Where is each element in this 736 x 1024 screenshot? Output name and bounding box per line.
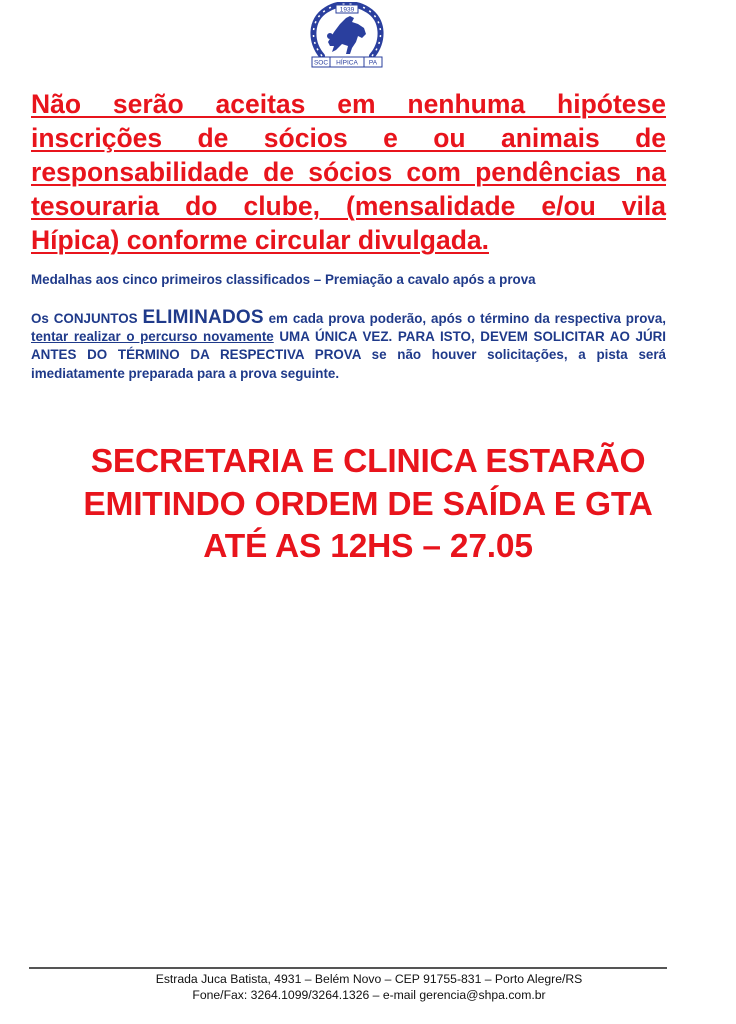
footer-contact: Fone/Fax: 3264.1099/3264.1326 – e-mail gerencia@shpa.com.br	[192, 988, 546, 1002]
logo-year: 1939	[339, 6, 355, 14]
medals-info: Medalhas aos cinco primeiros classificados – Premiação a cavalo após a prova	[31, 272, 536, 287]
svg-text:SOC: SOC	[313, 59, 329, 67]
eliminated-highlight: ELIMINADOS	[142, 307, 264, 328]
footer	[29, 971, 709, 1003]
svg-text:HÍPICA: HÍPICA	[336, 59, 358, 67]
eliminated-rule: Os CONJUNTOS ELIMINADOS em cada prova poderão, após o término da respectiva prova, tentar realizar o percurso novamente UMA ÚNICA VEZ. PARA ISTO, DEVEM SOLICITAR AO JÚRI ANTES DO TÉRMINO DA RESPECTIVA PROVA se não houver solicitações, a pista será imediatamente preparada para a prova seguinte.	[31, 307, 667, 381]
membership-warning: Não serão aceitas em nenhuma hipótese inscrições de sócios e ou animais de responsabilidade de sócios com pendências na tesouraria do clube, (mensalidade e/ou vila Hípica) conforme circular divulgada.	[31, 89, 666, 255]
notice-line-2: EMITINDO ORDEM DE SAÍDA E GTA	[83, 485, 653, 523]
secretary-notice	[20, 441, 716, 569]
svg-text:PA: PA	[368, 59, 378, 67]
retry-underlined: tentar realizar o percurso novamente	[31, 329, 274, 345]
horse-icon	[328, 16, 366, 54]
footer-divider	[29, 967, 667, 969]
club-logo	[306, 2, 388, 68]
footer-address: Estrada Juca Batista, 4931 – Belém Novo – CEP 91755-831 – Porto Alegre/RS	[155, 972, 583, 986]
notice-line-3: ATÉ AS 12HS – 27.05	[203, 528, 533, 565]
notice-line-1: SECRETARIA E CLINICA ESTARÃO	[90, 443, 646, 480]
